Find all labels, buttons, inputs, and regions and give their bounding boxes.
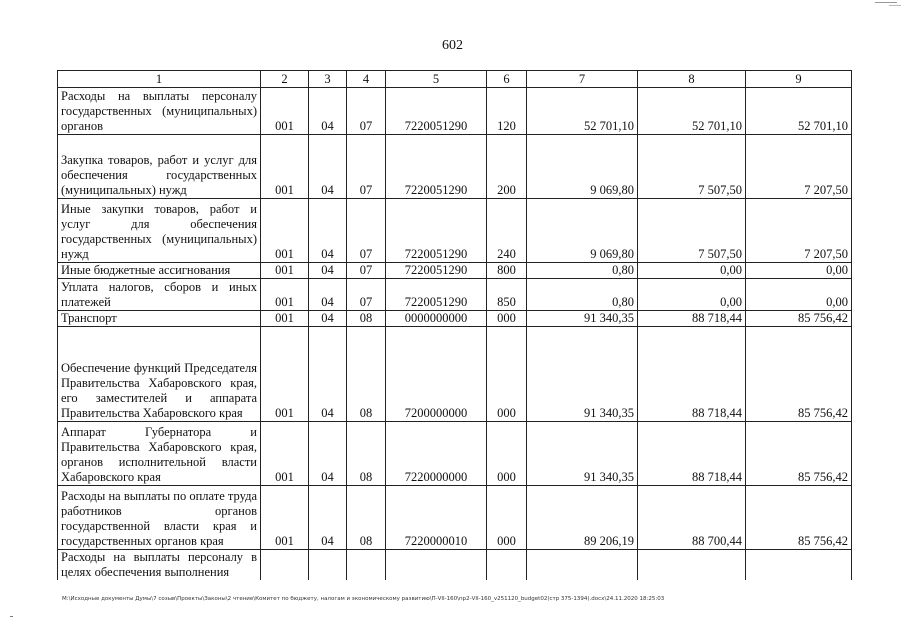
row-name: Расходы на выплаты по оплате труда работников органов государственной власти края и государственных органов края bbox=[58, 486, 261, 550]
cell-amount: 9 069,80 bbox=[527, 135, 638, 199]
cell-code: 04 bbox=[309, 279, 347, 311]
cell-code: 07 bbox=[347, 88, 386, 135]
cell-code: 07 bbox=[347, 135, 386, 199]
cell-amount: 91 340,35 bbox=[527, 327, 638, 422]
cell-amount: 0,00 bbox=[638, 279, 746, 311]
cell-amount: 89 206,19 bbox=[527, 486, 638, 550]
cell-amount: 91 340,35 bbox=[527, 311, 638, 327]
cell-amount: 7 507,50 bbox=[638, 199, 746, 263]
column-header: 8 bbox=[638, 71, 746, 88]
cell-code: 001 bbox=[261, 279, 309, 311]
column-header: 2 bbox=[261, 71, 309, 88]
cell-amount: 88 718,44 bbox=[638, 311, 746, 327]
row-name: Аппарат Губернатора и Правительства Хабаровского края, органов исполнительной власти Хабаровского края bbox=[58, 422, 261, 486]
cell-amount: 85 756,42 bbox=[746, 422, 852, 486]
cell-code: 7220051290 bbox=[386, 135, 487, 199]
row-name: Иные бюджетные ассигнования bbox=[58, 263, 261, 279]
cell-amount bbox=[638, 550, 746, 581]
cell-code: 0000000000 bbox=[386, 311, 487, 327]
cell-code: 240 bbox=[487, 199, 527, 263]
column-header: 4 bbox=[347, 71, 386, 88]
cell-amount: 0,80 bbox=[527, 279, 638, 311]
cell-code: 07 bbox=[347, 279, 386, 311]
table-row bbox=[58, 486, 852, 550]
cell-amount: 52 701,10 bbox=[527, 88, 638, 135]
cell-code: 04 bbox=[309, 88, 347, 135]
cell-code: 7220000000 bbox=[386, 422, 487, 486]
column-header: 9 bbox=[746, 71, 852, 88]
row-name: Иные закупки товаров, работ и услуг для обеспечения государственных (муниципальных) нужд bbox=[58, 199, 261, 263]
cell-code: 001 bbox=[261, 422, 309, 486]
column-header: 6 bbox=[487, 71, 527, 88]
cell-code: 08 bbox=[347, 422, 386, 486]
row-name: Расходы на выплаты персоналу государственных (муниципальных) органов bbox=[58, 88, 261, 135]
cell-code: 200 bbox=[487, 135, 527, 199]
cell-amount bbox=[527, 550, 638, 581]
cell-code: 04 bbox=[309, 135, 347, 199]
cell-code: 7220051290 bbox=[386, 279, 487, 311]
cell-code: 04 bbox=[309, 422, 347, 486]
cell-code: 001 bbox=[261, 135, 309, 199]
scan-corner-mark bbox=[875, 2, 897, 3]
cell-code: 800 bbox=[487, 263, 527, 279]
cell-amount: 88 718,44 bbox=[638, 327, 746, 422]
table-row bbox=[58, 263, 852, 279]
cell-code: 04 bbox=[309, 327, 347, 422]
cell-code: 04 bbox=[309, 199, 347, 263]
cell-amount: 0,00 bbox=[746, 279, 852, 311]
cell-code: 001 bbox=[261, 88, 309, 135]
cell-code: 000 bbox=[487, 486, 527, 550]
table-row bbox=[58, 422, 852, 486]
column-header: 7 bbox=[527, 71, 638, 88]
row-name: Закупка товаров, работ и услуг для обеспечения государственных (муниципальных) нужд bbox=[58, 135, 261, 199]
cell-amount: 0,00 bbox=[746, 263, 852, 279]
cell-code bbox=[309, 550, 347, 581]
cell-code: 001 bbox=[261, 311, 309, 327]
cell-amount: 0,00 bbox=[638, 263, 746, 279]
column-header: 5 bbox=[386, 71, 487, 88]
table-row bbox=[58, 327, 852, 422]
cell-amount: 7 207,50 bbox=[746, 199, 852, 263]
cell-amount bbox=[746, 550, 852, 581]
cell-amount: 9 069,80 bbox=[527, 199, 638, 263]
cell-code: 7220051290 bbox=[386, 263, 487, 279]
cell-amount: 91 340,35 bbox=[527, 422, 638, 486]
cell-amount: 85 756,42 bbox=[746, 311, 852, 327]
cell-code bbox=[261, 550, 309, 581]
cell-amount: 7 507,50 bbox=[638, 135, 746, 199]
cell-code: 000 bbox=[487, 327, 527, 422]
cell-code: 7200000000 bbox=[386, 327, 487, 422]
scan-corner-mark bbox=[889, 5, 901, 6]
cell-amount: 52 701,10 bbox=[746, 88, 852, 135]
cell-code: 7220051290 bbox=[386, 199, 487, 263]
cell-code: 04 bbox=[309, 263, 347, 279]
cell-amount: 85 756,42 bbox=[746, 486, 852, 550]
row-name: Обеспечение функций Председателя Правительства Хабаровского края, его заместителей и аппарата Правительства Хабаровского края bbox=[58, 327, 261, 422]
cell-code: 08 bbox=[347, 327, 386, 422]
column-header: 3 bbox=[309, 71, 347, 88]
document-footer-path: M:\Исходные документы Думы\7 созыв\Проекты\Законы\2 чтение\Комитет по бюджету, налогам и экономическому развитию\П-VII-160\пр2-VII-160_v251120_budget02(стр 375-1394).docx\24.11.2020 18:25:03 bbox=[62, 596, 665, 602]
cell-code: 001 bbox=[261, 327, 309, 422]
table-row bbox=[58, 311, 852, 327]
cell-code: 7220000010 bbox=[386, 486, 487, 550]
cell-code: 08 bbox=[347, 311, 386, 327]
table-row bbox=[58, 88, 852, 135]
cell-code: 120 bbox=[487, 88, 527, 135]
cell-code: 07 bbox=[347, 199, 386, 263]
table-row bbox=[58, 550, 852, 581]
cell-amount: 7 207,50 bbox=[746, 135, 852, 199]
cell-code: 07 bbox=[347, 263, 386, 279]
cell-code bbox=[487, 550, 527, 581]
row-name: Расходы на выплаты персоналу в целях обеспечения выполнения bbox=[58, 550, 261, 581]
cell-code: 001 bbox=[261, 263, 309, 279]
row-name: Транспорт bbox=[58, 311, 261, 327]
cell-code: 001 bbox=[261, 486, 309, 550]
cell-code: 000 bbox=[487, 311, 527, 327]
cell-amount: 88 718,44 bbox=[638, 422, 746, 486]
cell-code: 08 bbox=[347, 486, 386, 550]
cell-amount: 52 701,10 bbox=[638, 88, 746, 135]
budget-table bbox=[57, 70, 852, 580]
cell-amount: 88 700,44 bbox=[638, 486, 746, 550]
cell-code: 001 bbox=[261, 199, 309, 263]
cell-code: 000 bbox=[487, 422, 527, 486]
column-header: 1 bbox=[58, 71, 261, 88]
page-number: 602 bbox=[442, 38, 463, 53]
cell-amount: 85 756,42 bbox=[746, 327, 852, 422]
header-row bbox=[58, 71, 852, 88]
table-row bbox=[58, 279, 852, 311]
cell-amount: 0,80 bbox=[527, 263, 638, 279]
cell-code bbox=[347, 550, 386, 581]
row-name: Уплата налогов, сборов и иных платежей bbox=[58, 279, 261, 311]
cell-code: 04 bbox=[309, 311, 347, 327]
table-row bbox=[58, 135, 852, 199]
cell-code: 850 bbox=[487, 279, 527, 311]
cell-code: 04 bbox=[309, 486, 347, 550]
cell-code: 7220051290 bbox=[386, 88, 487, 135]
table-row bbox=[58, 199, 852, 263]
scan-artifact bbox=[10, 616, 13, 617]
cell-code bbox=[386, 550, 487, 581]
